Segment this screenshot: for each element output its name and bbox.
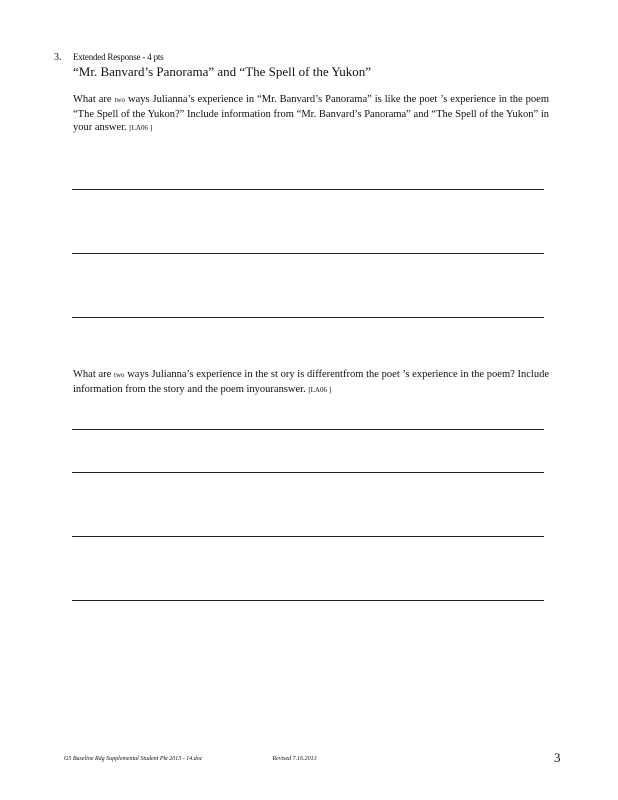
answer-line[interactable]: [72, 536, 544, 537]
answer-line[interactable]: [72, 600, 544, 601]
prompt-2-emphasis: two: [114, 371, 125, 379]
footer-revised-date: Revised 7.16.2013: [272, 756, 317, 762]
prompt-1-text-a: What are: [73, 94, 115, 105]
prompt-2-standard-code: [LA06 ]: [308, 385, 332, 394]
footer: [64, 756, 317, 762]
answer-line[interactable]: [72, 317, 544, 318]
answer-line[interactable]: [72, 253, 544, 254]
question-number: 3.: [54, 52, 62, 63]
prompt-2-text-a: What are: [73, 369, 114, 380]
prompt-1-standard-code: [LA06 ]: [129, 124, 153, 132]
answer-line[interactable]: [72, 189, 544, 190]
answer-line[interactable]: [72, 472, 544, 473]
answer-line[interactable]: [72, 429, 544, 430]
prompt-1-text-b: ways Julianna’s experience in “Mr. Banvard’s Panorama” is like the poet ’s experience in the poem “The Spell of the Yukon?” Include information from “Mr. Banvard’s Panorama” and “The Spell of the Yukon” in your answer.: [73, 94, 549, 133]
question-title: “Mr. Banvard’s Panorama” and “The Spell of the Yukon”: [73, 64, 372, 79]
page-number: 3: [554, 750, 561, 765]
prompt-2: [73, 368, 549, 397]
prompt-1: [73, 93, 549, 136]
footer-filename: G5 Baseline Rdg Supplemental Student Pkt 2013 - 14.doc: [64, 756, 203, 762]
prompt-1-emphasis: two: [114, 96, 126, 104]
prompt-2-text-b: ways Julianna’s experience in the st ory is differentfrom the poet ’s experience in the poem? Include information from the story and the poem inyouranswer.: [73, 369, 549, 395]
question-type-label: Extended Response - 4 pts: [73, 52, 164, 62]
